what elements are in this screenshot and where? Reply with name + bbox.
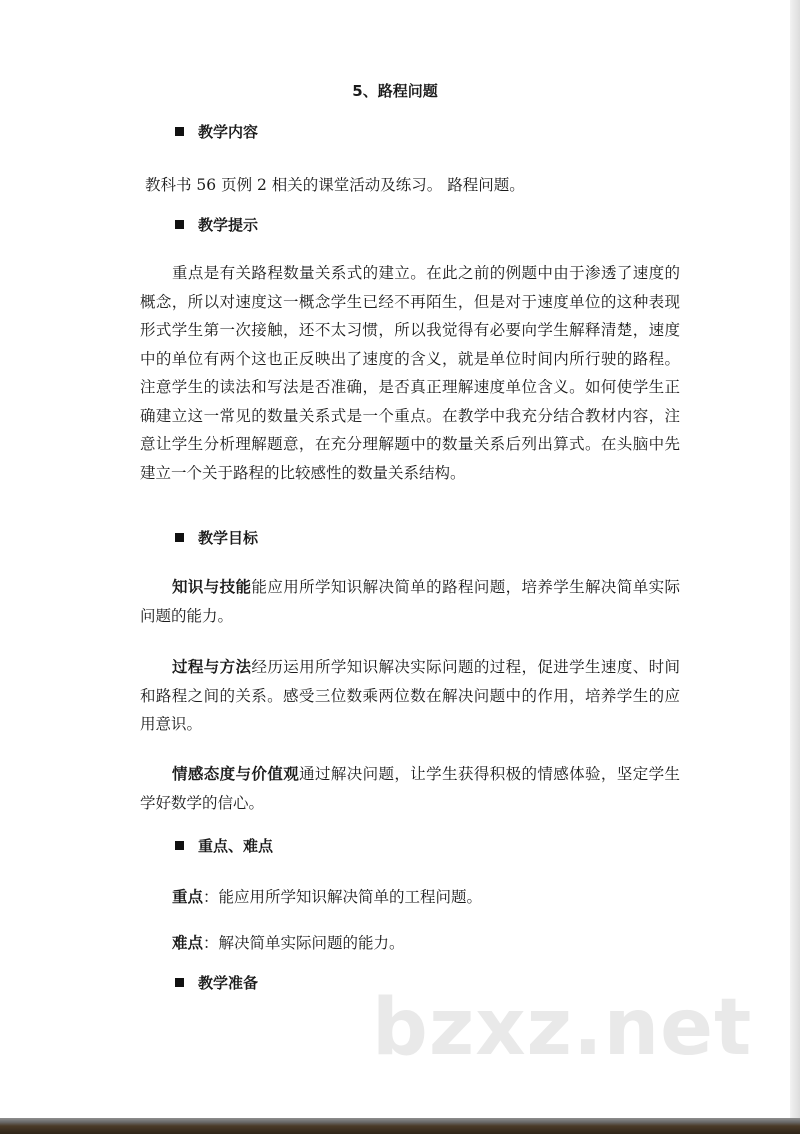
page-edge-shadow <box>790 0 800 1118</box>
goal-label: 知识与技能 <box>172 578 252 596</box>
goal-text: 通过解决问题，让学生获得积极的情感体验，坚定学生学好数学的信心。 <box>140 765 680 812</box>
square-bullet-icon <box>175 220 184 229</box>
square-bullet-icon <box>175 127 184 136</box>
section-heading-label: 教学提示 <box>198 216 259 234</box>
key-point-line <box>140 883 680 912</box>
tips-paragraph: 重点是有关路程数量关系式的建立。在此之前的例题中由于渗透了速度的概念，所以对速度这一概念学生已经不再陌生，但是对于速度单位的这种表现形式学生第一次接触，还不太习惯，所以我觉得有必要向学生解释清楚，速度中的单位有两个这也正反映出了速度的含义，就是单位时间内所行驶的路程。注意学生的读法和写法是否准确，是否真正理解速度单位含义。如何使学生正确建立这一常见的数量关系式是一个重点。在教学中我充分结合教材内容，注意让学生分析理解题意，在充分理解题中的数量关系后列出算式。在头脑中先建立一个关于路程的比较感性的数量关系结构。 <box>140 264 680 482</box>
watermark-logo: bzxz.net <box>372 983 753 1073</box>
difficulty-label: 难点 <box>172 934 204 952</box>
section-heading-content <box>175 121 258 143</box>
section-heading-goals <box>175 527 258 549</box>
square-bullet-icon <box>175 841 184 850</box>
key-point-label: 重点 <box>172 888 204 906</box>
difficulty-text: ：解决简单实际问题的能力。 <box>203 934 405 952</box>
document-title: 5、路程问题 <box>352 82 438 100</box>
section-heading-key-points <box>175 835 273 857</box>
section-heading-preparation <box>175 972 258 994</box>
goal-process-methods <box>140 653 680 739</box>
viewer-bottom-bar <box>0 1118 800 1134</box>
goal-text: 能应用所学知识解决简单的路程问题，培养学生解决简单实际问题的能力。 <box>140 578 680 625</box>
section-heading-label: 教学目标 <box>198 529 259 547</box>
square-bullet-icon <box>175 978 184 987</box>
goal-label: 情感态度与价值观 <box>172 765 300 783</box>
section-heading-tips <box>175 214 258 236</box>
difficulty-line <box>140 929 680 958</box>
goal-knowledge-skills <box>140 573 680 630</box>
square-bullet-icon <box>175 533 184 542</box>
key-point-text: ：能应用所学知识解决简单的工程问题。 <box>203 888 483 906</box>
section-heading-label: 重点、难点 <box>198 837 274 855</box>
section-heading-label: 教学内容 <box>198 123 259 141</box>
goal-text: 经历运用所学知识解决实际问题的过程，促进学生速度、时间和路程之间的关系。感受三位数乘两位数在解决问题中的作用，培养学生的应用意识。 <box>140 658 680 733</box>
goal-emotion-values <box>140 760 680 817</box>
content-paragraph: 教科书 56 页例 2 相关的课堂活动及练习。 路程问题。 <box>145 176 525 194</box>
section-heading-label: 教学准备 <box>198 974 259 992</box>
goal-label: 过程与方法 <box>172 658 252 676</box>
